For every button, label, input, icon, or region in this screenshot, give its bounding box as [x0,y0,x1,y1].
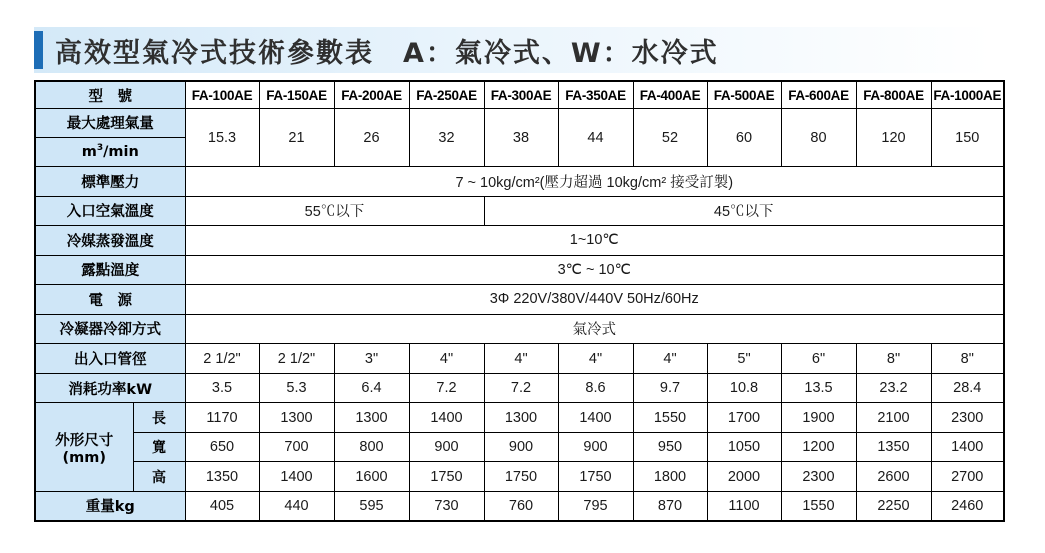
value-cell: 760 [484,491,558,521]
value-cell: 1300 [484,403,558,433]
weight-row [35,491,1004,521]
evap-temp-value: 1~10℃ [185,226,1004,256]
value-cell: 1750 [484,462,558,492]
value-cell: 2 1/2" [185,344,259,374]
value-cell: 28.4 [931,373,1004,403]
model-cell: FA-350AE [558,81,633,109]
value-cell: 4" [558,344,633,374]
value-cell: 9.7 [633,373,707,403]
value-cell: 1200 [781,432,856,462]
power-label: 電 源 [35,285,185,315]
value-cell: 1700 [707,403,781,433]
model-cell: FA-800AE [856,81,931,109]
value-cell: 800 [334,432,409,462]
value-cell: 15.3 [185,109,259,167]
model-cell: FA-200AE [334,81,409,109]
value-cell: 3.5 [185,373,259,403]
value-cell: 6.4 [334,373,409,403]
value-cell: 2000 [707,462,781,492]
value-cell: 5.3 [259,373,334,403]
value-cell: 1800 [633,462,707,492]
value-cell: 2600 [856,462,931,492]
inlet-temp-value-a: 55℃以下 [185,196,484,226]
value-cell: 8.6 [558,373,633,403]
power-value: 3Φ 220V/380V/440V 50Hz/60Hz [185,285,1004,315]
value-cell: 1400 [558,403,633,433]
value-cell: 60 [707,109,781,167]
cooling-value: 氣冷式 [185,314,1004,344]
power-row [35,285,1004,315]
value-cell: 23.2 [856,373,931,403]
dew-point-label: 露點溫度 [35,255,185,285]
value-cell: 1400 [409,403,484,433]
value-cell: 1550 [781,491,856,521]
value-cell: 52 [633,109,707,167]
power-consumption-row [35,373,1004,403]
value-cell: 6" [781,344,856,374]
power-consumption-label: 消耗功率kW [35,373,185,403]
model-cell: FA-400AE [633,81,707,109]
value-cell: 2700 [931,462,1004,492]
value-cell: 5" [707,344,781,374]
title-bar [34,27,992,73]
model-label: 型 號 [35,81,185,109]
value-cell: 900 [558,432,633,462]
value-cell: 2300 [931,403,1004,433]
weight-label: 重量kg [35,491,185,521]
dimension-height-row [35,462,1004,492]
value-cell: 8" [931,344,1004,374]
value-cell: 1750 [558,462,633,492]
model-cell: FA-600AE [781,81,856,109]
capacity-label: 最大處理氣量 [35,109,185,138]
cooling-row [35,314,1004,344]
value-cell: 870 [633,491,707,521]
value-cell: 1050 [707,432,781,462]
value-cell: 21 [259,109,334,167]
value-cell: 44 [558,109,633,167]
spec-table [34,80,1005,522]
value-cell: 150 [931,109,1004,167]
model-cell: FA-500AE [707,81,781,109]
evap-temp-label: 冷媒蒸發溫度 [35,226,185,256]
height-label: 高 [133,462,185,492]
value-cell: 2300 [781,462,856,492]
model-cell: FA-300AE [484,81,558,109]
value-cell: 8" [856,344,931,374]
value-cell: 2100 [856,403,931,433]
width-label: 寬 [133,432,185,462]
value-cell: 4" [484,344,558,374]
value-cell: 700 [259,432,334,462]
cooling-label: 冷凝器冷卻方式 [35,314,185,344]
pressure-label: 標準壓力 [35,167,185,197]
value-cell: 1600 [334,462,409,492]
dimensions-label [35,403,133,492]
dew-point-row [35,255,1004,285]
value-cell: 4" [633,344,707,374]
value-cell: 1100 [707,491,781,521]
inlet-temp-label: 入口空氣溫度 [35,196,185,226]
value-cell: 1550 [633,403,707,433]
value-cell: 2 1/2" [259,344,334,374]
value-cell: 1900 [781,403,856,433]
value-cell: 650 [185,432,259,462]
value-cell: 1300 [259,403,334,433]
value-cell: 900 [409,432,484,462]
value-cell: 4" [409,344,484,374]
dimensions-label-line1: 外形尺寸 [55,432,114,449]
title-accent-bar [34,31,43,69]
value-cell: 595 [334,491,409,521]
evap-temp-row [35,226,1004,256]
value-cell: 1400 [931,432,1004,462]
value-cell: 2460 [931,491,1004,521]
dimension-length-row [35,403,1004,433]
value-cell: 1350 [856,432,931,462]
value-cell: 2250 [856,491,931,521]
pipe-label: 出入口管徑 [35,344,185,374]
value-cell: 900 [484,432,558,462]
pressure-value: 7 ~ 10kg/cm²(壓力超過 10kg/cm² 接受訂製) [185,167,1004,197]
pressure-row [35,167,1004,197]
inlet-temp-row [35,196,1004,226]
value-cell: 1300 [334,403,409,433]
value-cell: 7.2 [484,373,558,403]
value-cell: 440 [259,491,334,521]
model-cell: FA-1000AE [931,81,1004,109]
value-cell: 26 [334,109,409,167]
dimensions-label-line2: (mm) [62,449,106,466]
value-cell: 1400 [259,462,334,492]
model-cell: FA-250AE [409,81,484,109]
value-cell: 7.2 [409,373,484,403]
length-label: 長 [133,403,185,433]
value-cell: 1350 [185,462,259,492]
page-title: 高效型氣冷式技術參數表 A：氣冷式、W：水冷式 [55,37,719,69]
model-row [35,81,1004,109]
dew-point-value: 3℃ ~ 10℃ [185,255,1004,285]
value-cell: 38 [484,109,558,167]
dimension-width-row [35,432,1004,462]
value-cell: 795 [558,491,633,521]
value-cell: 405 [185,491,259,521]
unit-superscript: 3 [96,143,104,154]
value-cell: 1170 [185,403,259,433]
value-cell: 80 [781,109,856,167]
value-cell: 120 [856,109,931,167]
unit-rest: /min [103,144,139,161]
capacity-row [35,109,1004,138]
value-cell: 10.8 [707,373,781,403]
value-cell: 32 [409,109,484,167]
inlet-temp-value-b: 45℃以下 [484,196,1004,226]
value-cell: 950 [633,432,707,462]
model-cell: FA-100AE [185,81,259,109]
value-cell: 1750 [409,462,484,492]
model-cell: FA-150AE [259,81,334,109]
value-cell: 13.5 [781,373,856,403]
pipe-row [35,344,1004,374]
capacity-unit-label [35,137,185,167]
unit-base: m [81,144,97,161]
value-cell: 3" [334,344,409,374]
value-cell: 730 [409,491,484,521]
